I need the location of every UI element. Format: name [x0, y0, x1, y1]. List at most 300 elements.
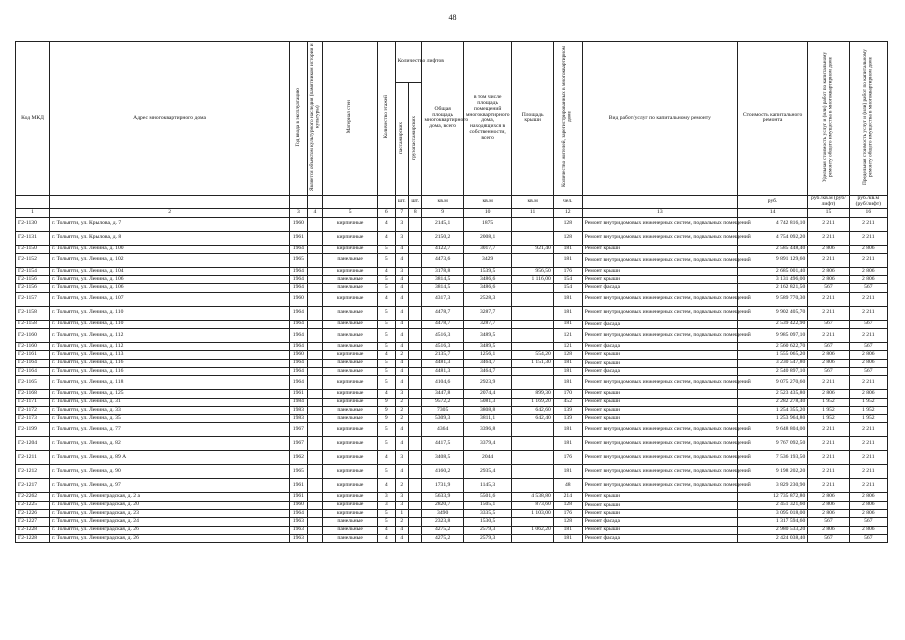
- cell-mat: панельные: [323, 526, 378, 534]
- cell-roof: 873,60: [512, 501, 553, 509]
- cell-res: 176: [553, 451, 582, 465]
- cell-mat: кирпичные: [323, 423, 378, 437]
- cell-limit: 1 952: [849, 398, 887, 406]
- cell-empty: [409, 534, 422, 542]
- cell-mat: панельные: [323, 367, 378, 375]
- cell-code: Г2-1160: [16, 329, 50, 343]
- cell-code: Г2-1173: [16, 415, 50, 423]
- cell-floors: 4: [378, 534, 396, 542]
- cell-empty: [307, 306, 323, 320]
- cell-area: 3408,5: [422, 451, 463, 465]
- cell-year: 1964: [290, 329, 308, 343]
- cell-ent: 3: [395, 451, 408, 465]
- cell-roof: [512, 423, 553, 437]
- cell-own: 2579,3: [463, 526, 512, 534]
- cell-cost: 2 980 533,20: [737, 526, 807, 534]
- cell-ent: 4: [395, 534, 408, 542]
- cell-ent: 1: [395, 510, 408, 518]
- cell-roof: [512, 437, 553, 451]
- cell-cost: 3 095 018,00: [737, 510, 807, 518]
- cell-area: 4317,3: [422, 292, 463, 306]
- cell-addr: г. Тольятти, ул. Ленинградская, д. 26: [50, 526, 290, 534]
- cell-cost: 7 536 193,50: [737, 451, 807, 465]
- cell-addr: г. Тольятти, ул. Ленина, д. 107: [50, 292, 290, 306]
- cell-floors: 4: [378, 526, 396, 534]
- cell-roof: [512, 217, 553, 231]
- cell-code: Г2-1228: [16, 526, 50, 534]
- cell-res: 181: [553, 367, 582, 375]
- cell-ent: 4: [395, 376, 408, 390]
- cell-limit: 567: [849, 518, 887, 526]
- cell-roof: [512, 451, 553, 465]
- cell-res: 181: [553, 292, 582, 306]
- cell-roof: [512, 367, 553, 375]
- cell-work: Ремонт внутридомовых инженерных систем, подвальных помещений: [582, 231, 737, 245]
- cell-limit: 2 211: [849, 217, 887, 231]
- cell-res: 176: [553, 267, 582, 275]
- cell-unit: 2 806: [808, 351, 849, 359]
- cell-year: 1964: [290, 510, 308, 518]
- cell-unit: 2 806: [808, 526, 849, 534]
- cell-mat: кирпичные: [323, 479, 378, 493]
- cell-res: 181: [553, 423, 582, 437]
- cell-work: Ремонт внутридомовых инженерных систем, подвальных помещений: [582, 376, 737, 390]
- cell-addr: г. Тольятти, ул. Ленина, д. 89 А: [50, 451, 290, 465]
- cell-cost: 2 424 038,40: [737, 534, 807, 542]
- cell-empty: [307, 526, 323, 534]
- cell-mat: панельные: [323, 284, 378, 292]
- cell-code: Г2-1217: [16, 479, 50, 493]
- cell-ent: 4: [395, 367, 408, 375]
- cell-year: 1961: [290, 390, 308, 398]
- cell-cost: 9 985 097,10: [737, 329, 807, 343]
- cell-addr: г. Тольятти, ул. Ленина, д. 90: [50, 465, 290, 479]
- cell-ent: 4: [395, 359, 408, 367]
- table-row: [16, 510, 888, 518]
- cell-empty: [409, 343, 422, 351]
- cell-res: 154: [553, 284, 582, 292]
- cell-own: 3335,5: [463, 510, 512, 518]
- cell-ent: 2: [395, 351, 408, 359]
- cell-empty: [307, 351, 323, 359]
- cell-area: 3490: [422, 510, 463, 518]
- cell-roof: 1 103,00: [512, 510, 553, 518]
- cell-addr: г. Тольятти, ул. Ленина, д. 113: [50, 351, 290, 359]
- cell-cost: 1 253 964,80: [737, 415, 807, 423]
- cell-addr: г. Тольятти, ул. Ленина, д. 106: [50, 284, 290, 292]
- cell-unit: 2 806: [808, 390, 849, 398]
- cell-year: 1983: [290, 406, 308, 414]
- cell-cost: 9 589 770,30: [737, 292, 807, 306]
- cell-floors: 3: [378, 493, 396, 501]
- cell-work: Ремонт крыши: [582, 398, 737, 406]
- cell-unit: 567: [808, 534, 849, 542]
- cell-res: 139: [553, 406, 582, 414]
- cell-work: Ремонт внутридомовых инженерных систем, подвальных помещений: [582, 217, 737, 231]
- cell-empty: [409, 253, 422, 267]
- cell-roof: [512, 231, 553, 245]
- cell-area: 7305: [422, 406, 463, 414]
- cell-ent: 4: [395, 306, 408, 320]
- cell-res: 154: [553, 276, 582, 284]
- cell-area: 4104,6: [422, 376, 463, 390]
- cell-floors: 5: [378, 359, 396, 367]
- cell-addr: г. Тольятти, ул. Ленинградская, д. 2 а: [50, 493, 290, 501]
- cell-work: Ремонт внутридомовых инженерных систем, подвальных помещений: [582, 423, 737, 437]
- table-row: [16, 479, 888, 493]
- cell-area: 2135,7: [422, 351, 463, 359]
- cell-empty: [307, 359, 323, 367]
- cell-empty: [409, 320, 422, 328]
- cell-empty: [409, 359, 422, 367]
- cell-own: 3489,5: [463, 329, 512, 343]
- cell-cost: 2 162 821,50: [737, 284, 807, 292]
- header-freight-lifts: грузопассажирских: [411, 115, 418, 160]
- cell-limit: 2 211: [849, 376, 887, 390]
- cell-empty: [409, 245, 422, 253]
- table-row: [16, 493, 888, 501]
- cell-floors: 9: [378, 415, 396, 423]
- cell-addr: г. Тольятти, ул. Ленина, д. 116: [50, 359, 290, 367]
- cell-ent: 4: [395, 329, 408, 343]
- header-unit-cost: Удельная стоимость услуг и (или) работ по капитальному ремонту общего имущества в многоквартирном доме: [821, 51, 834, 183]
- cell-cost: 9 075 270,60: [737, 376, 807, 390]
- cell-own: 3017,7: [463, 245, 512, 253]
- cell-area: 4481,3: [422, 367, 463, 375]
- cell-cost: 1 254 355,20: [737, 406, 807, 414]
- cell-year: 1962: [290, 451, 308, 465]
- cell-floors: 4: [378, 390, 396, 398]
- cell-res: 181: [553, 534, 582, 542]
- header-limit-cost: Предельная стоимость услуг и (или) работ по капитальному ремонту общего имущества в многоквартирном доме: [861, 49, 874, 185]
- header-year: Год ввода в эксплуатацию: [294, 87, 301, 147]
- cell-ent: 4: [395, 437, 408, 451]
- cell-area: 2820,7: [422, 501, 463, 509]
- cell-limit: 567: [849, 367, 887, 375]
- cell-own: 1505,1: [463, 501, 512, 509]
- cell-year: 1964: [290, 376, 308, 390]
- cell-ent: 4: [395, 423, 408, 437]
- cell-limit: 1 952: [849, 415, 887, 423]
- cell-cost: 2 560 622,70: [737, 343, 807, 351]
- header-work-type: Вид работ/услуг по капитальному ремонту: [582, 42, 737, 196]
- cell-empty: [409, 493, 422, 501]
- cell-roof: 956,50: [512, 267, 553, 275]
- cell-year: 1964: [290, 284, 308, 292]
- cell-cost: 2 540 897,10: [737, 367, 807, 375]
- table-row: [16, 437, 888, 451]
- cell-own: 3464,7: [463, 367, 512, 375]
- cell-ent: 3: [395, 493, 408, 501]
- cell-floors: 5: [378, 306, 396, 320]
- cell-addr: г. Тольятти, ул. Ленина, д. 102: [50, 253, 290, 267]
- cell-unit: 2 211: [808, 423, 849, 437]
- header-residents: Количество жителей, зарегистрированных в многоквартирном доме: [561, 46, 573, 188]
- cell-code: Г2-1225: [16, 501, 50, 509]
- cell-roof: [512, 329, 553, 343]
- cell-ent: 4: [395, 526, 408, 534]
- cell-unit: 1 952: [808, 406, 849, 414]
- cell-roof: 899,30: [512, 390, 553, 398]
- cell-unit: 2 211: [808, 329, 849, 343]
- cell-year: 1964: [290, 245, 308, 253]
- cell-floors: 5: [378, 276, 396, 284]
- header-address: Адрес многоквартирного дома: [50, 42, 290, 196]
- cell-own: 5081,3: [463, 398, 512, 406]
- cell-res: 170: [553, 390, 582, 398]
- cell-cost: 2 539 422,90: [737, 320, 807, 328]
- cell-res: 181: [553, 526, 582, 534]
- cell-empty: [409, 398, 422, 406]
- capital-repair-table: [15, 41, 888, 543]
- cell-area: 3178,8: [422, 267, 463, 275]
- cell-area: 4481,3: [422, 359, 463, 367]
- cell-limit: 2 211: [849, 292, 887, 306]
- cell-code: Г2-1226: [16, 510, 50, 518]
- header-wall-material: Материал стен: [346, 100, 353, 134]
- cell-ent: 2: [395, 479, 408, 493]
- cell-empty: [307, 276, 323, 284]
- cell-mat: кирпичные: [323, 501, 378, 509]
- table-row: [16, 217, 888, 231]
- cell-cost: 3 131 496,00: [737, 276, 807, 284]
- cell-own: 1145,3: [463, 479, 512, 493]
- cell-roof: [512, 253, 553, 267]
- units-row: шт. шт. кв.м кв.м кв.м чел. руб. руб./кв.м (руб/лифт) руб./кв.м (руб/лифт): [16, 195, 888, 208]
- cell-addr: г. Тольятти, ул. Ленина, д. 116: [50, 367, 290, 375]
- cell-work: Ремонт крыши: [582, 351, 737, 359]
- cell-mat: кирпичные: [323, 376, 378, 390]
- table-row: [16, 351, 888, 359]
- cell-res: 139: [553, 415, 582, 423]
- cell-area: 3814,5: [422, 284, 463, 292]
- cell-limit: 2 806: [849, 351, 887, 359]
- cell-ent: 4: [395, 276, 408, 284]
- cell-unit: 2 211: [808, 376, 849, 390]
- cell-floors: 9: [378, 398, 396, 406]
- cell-ent: 4: [395, 292, 408, 306]
- cell-year: 1964: [290, 320, 308, 328]
- cell-ent: 3: [395, 231, 408, 245]
- cell-roof: 1 151,30: [512, 359, 553, 367]
- cell-code: Г2-1227: [16, 518, 50, 526]
- cell-empty: [307, 320, 323, 328]
- cell-own: 1875: [463, 217, 512, 231]
- cell-limit: 2 806: [849, 501, 887, 509]
- cell-res: 181: [553, 245, 582, 253]
- cell-area: 9572,2: [422, 398, 463, 406]
- cell-own: 3489,5: [463, 343, 512, 351]
- table-row: [16, 367, 888, 375]
- cell-res: 128: [553, 351, 582, 359]
- cell-empty: [409, 217, 422, 231]
- cell-res: 128: [553, 217, 582, 231]
- cell-area: 4478,7: [422, 306, 463, 320]
- cell-code: Г2-1228: [16, 534, 50, 542]
- cell-addr: г. Тольятти, ул. Ленина, д. 31: [50, 398, 290, 406]
- cell-roof: [512, 465, 553, 479]
- cell-mat: кирпичные: [323, 351, 378, 359]
- cell-floors: 5: [378, 284, 396, 292]
- cell-res: 181: [553, 359, 582, 367]
- table-row: [16, 451, 888, 465]
- cell-own: 3811,1: [463, 415, 512, 423]
- cell-empty: [307, 451, 323, 465]
- cell-empty: [409, 292, 422, 306]
- cell-cost: 9 648 804,00: [737, 423, 807, 437]
- cell-res: 181: [553, 437, 582, 451]
- cell-work: Ремонт фасада: [582, 534, 737, 542]
- cell-mat: панельные: [323, 534, 378, 542]
- cell-empty: [409, 306, 422, 320]
- cell-empty: [409, 284, 422, 292]
- cell-limit: 2 211: [849, 306, 887, 320]
- cell-year: 1967: [290, 437, 308, 451]
- cell-limit: 2 211: [849, 479, 887, 493]
- cell-ent: 4: [395, 320, 408, 328]
- cell-code: Г2-2262: [16, 493, 50, 501]
- cell-limit: 2 806: [849, 526, 887, 534]
- cell-floors: 5: [378, 376, 396, 390]
- cell-mat: панельные: [323, 415, 378, 423]
- cell-work: Ремонт внутридомовых инженерных систем, подвальных помещений: [582, 465, 737, 479]
- cell-floors: 4: [378, 267, 396, 275]
- cell-empty: [409, 367, 422, 375]
- cell-code: Г2-1204: [16, 437, 50, 451]
- header-owned-area: в том числе площадь помещений многоквартирного дома, находящихся в собственности, всего: [463, 42, 512, 196]
- cell-code: Г2-1212: [16, 465, 50, 479]
- cell-own: 3486,6: [463, 276, 512, 284]
- cell-work: Ремонт крыши: [582, 510, 737, 518]
- cell-roof: 642,40: [512, 415, 553, 423]
- cell-own: 2935,4: [463, 465, 512, 479]
- cell-cost: 4 742 816,10: [737, 217, 807, 231]
- cell-mat: кирпичные: [323, 390, 378, 398]
- cell-unit: 567: [808, 320, 849, 328]
- cell-limit: 2 211: [849, 465, 887, 479]
- cell-empty: [307, 518, 323, 526]
- table-row: [16, 253, 888, 267]
- cell-year: 1961: [290, 231, 308, 245]
- table-row: [16, 320, 888, 328]
- cell-res: 121: [553, 329, 582, 343]
- cell-work: Ремонт внутридомовых инженерных систем, подвальных помещений: [582, 306, 737, 320]
- cell-addr: г. Тольятти, ул. Крылова, д. 7: [50, 217, 290, 231]
- cell-year: 1964: [290, 306, 308, 320]
- cell-mat: кирпичные: [323, 398, 378, 406]
- cell-floors: 5: [378, 245, 396, 253]
- cell-code: Г2-1164: [16, 359, 50, 367]
- cell-empty: [307, 501, 323, 509]
- cell-year: 1964: [290, 367, 308, 375]
- cell-floors: 4: [378, 217, 396, 231]
- cell-ent: 3: [395, 217, 408, 231]
- table-row: [16, 306, 888, 320]
- cell-code: Г2-1158: [16, 306, 50, 320]
- cell-roof: [512, 518, 553, 526]
- cell-mat: кирпичные: [323, 267, 378, 275]
- cell-mat: кирпичные: [323, 231, 378, 245]
- cell-floors: 3: [378, 501, 396, 509]
- cell-limit: 2 211: [849, 451, 887, 465]
- cell-cost: 9 198 202,20: [737, 465, 807, 479]
- cell-roof: [512, 320, 553, 328]
- cell-empty: [307, 510, 323, 518]
- cell-addr: г. Тольятти, ул. Ленинградская, д. 20: [50, 501, 290, 509]
- cell-year: 1964: [290, 267, 308, 275]
- cell-mat: кирпичные: [323, 437, 378, 451]
- table-row: [16, 359, 888, 367]
- cell-unit: 2 806: [808, 276, 849, 284]
- cell-roof: 4 538,80: [512, 493, 553, 501]
- cell-area: 4473,6: [422, 253, 463, 267]
- cell-res: 121: [553, 343, 582, 351]
- cell-mat: панельные: [323, 253, 378, 267]
- cell-area: 4275,2: [422, 534, 463, 542]
- cell-cost: 2 282 278,40: [737, 398, 807, 406]
- cell-roof: [512, 284, 553, 292]
- cell-area: 4160,2: [422, 465, 463, 479]
- cell-year: 1963: [290, 534, 308, 542]
- cell-year: 1963: [290, 526, 308, 534]
- cell-limit: 2 806: [849, 390, 887, 398]
- cell-ent: 4: [395, 465, 408, 479]
- cell-own: 2074,4: [463, 390, 512, 398]
- cell-area: 1731,9: [422, 479, 463, 493]
- cell-ent: 4: [395, 253, 408, 267]
- cell-empty: [307, 245, 323, 253]
- cell-cost: 1 555 065,20: [737, 351, 807, 359]
- cell-res: 181: [553, 320, 582, 328]
- cell-cost: 9 767 092,50: [737, 437, 807, 451]
- cell-work: Ремонт внутридомовых инженерных систем, подвальных помещений: [582, 253, 737, 267]
- cell-work: Ремонт внутридомовых инженерных систем, подвальных помещений: [582, 329, 737, 343]
- cell-empty: [409, 376, 422, 390]
- cell-empty: [409, 276, 422, 284]
- cell-addr: г. Тольятти, ул. Ленина, д. 118: [50, 376, 290, 390]
- cell-own: 1530,5: [463, 518, 512, 526]
- cell-floors: 4: [378, 451, 396, 465]
- table-row: [16, 534, 888, 542]
- cell-addr: г. Тольятти, ул. Ленина, д. 100: [50, 245, 290, 253]
- cell-mat: кирпичные: [323, 292, 378, 306]
- cell-empty: [307, 390, 323, 398]
- cell-year: 1964: [290, 343, 308, 351]
- cell-work: Ремонт крыши: [582, 526, 737, 534]
- cell-limit: 2 806: [849, 245, 887, 253]
- header-heritage: Является объектом культурного наследия (памятником истории и культуры): [308, 43, 321, 191]
- table-row: [16, 267, 888, 275]
- cell-floors: 5: [378, 423, 396, 437]
- cell-ent: 3: [395, 390, 408, 398]
- cell-res: 176: [553, 510, 582, 518]
- cell-own: 1256,1: [463, 351, 512, 359]
- cell-year: 1960: [290, 501, 308, 509]
- cell-addr: г. Тольятти, ул. Ленина, д. 110: [50, 320, 290, 328]
- cell-year: 1965: [290, 465, 308, 479]
- cell-mat: панельные: [323, 359, 378, 367]
- cell-own: 2528,3: [463, 292, 512, 306]
- cell-floors: 4: [378, 351, 396, 359]
- cell-limit: 1 952: [849, 406, 887, 414]
- cell-empty: [409, 479, 422, 493]
- cell-unit: 2 806: [808, 501, 849, 509]
- cell-year: 1984: [290, 398, 308, 406]
- cell-mat: панельные: [323, 320, 378, 328]
- cell-roof: [512, 292, 553, 306]
- cell-addr: г. Тольятти, ул. Ленина, д. 125: [50, 390, 290, 398]
- table-row: [16, 501, 888, 509]
